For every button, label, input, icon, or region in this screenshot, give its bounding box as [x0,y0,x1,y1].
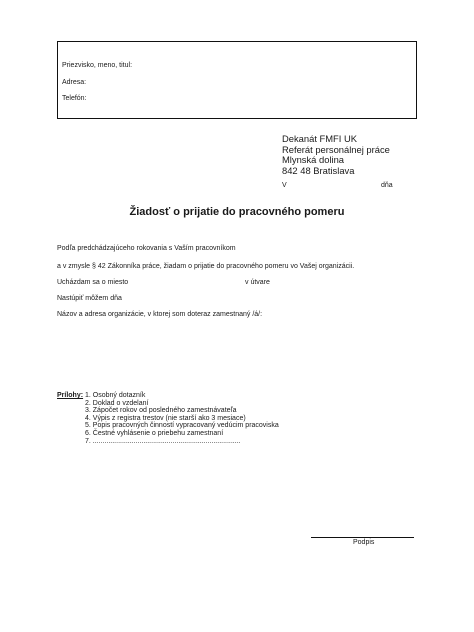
document-title: Žiadosť o prijatie do pracovného pomeru [129,206,345,218]
address-label: Adresa: [62,79,87,86]
signature-label: Podpis [353,539,375,546]
previous-employer-label: Názov a adresa organizácie, v ktorej som doteraz zamestnaný /á/: [57,311,263,318]
attachment-item: 1. Osobný dotazník [85,392,146,399]
signature-line [311,537,414,538]
attachment-item: 5. Popis pracovných činností vypracovaný vedúcim pracoviska [85,422,279,430]
attachment-item: 7. ............................................................................ [85,437,241,445]
recipient-line-3: Mlynská dolina [282,154,345,165]
start-date-label: Nastúpiť môžem dňa [57,295,122,302]
applicant-info-box [57,41,417,119]
body-paragraph-1: Podľa predchádzajúceho rokovania s Vaším pracovníkom [57,245,236,252]
recipient-line-4: 842 48 Bratislava [282,164,355,176]
recipient-line-2: Referát personálnej práce [282,143,390,155]
phone-label: Telefón: [62,95,87,102]
recipient-line-1: Dekanát FMFI UK [282,133,358,144]
attachment-item: 4. Výpis z registra trestov (nie starší ako 3 mesiace) [85,414,246,422]
attachment-item: 6. Čestné vyhlásenie o priebehu zamestnaní [85,429,224,437]
body-paragraph-2: a v zmysle § 42 Zákonníka práce, žiadam o prijatie do pracovného pomeru vo Vašej organizácii. [57,263,355,270]
department-label: v útvare [245,279,270,286]
position-label: Ucházdam sa o miesto [57,279,129,286]
recipient-address [282,134,390,176]
attachment-item: 3. Zápočet rokov od posledného zamestnávateľa [85,407,237,415]
attachment-item: 2. Doklad o vzdelaní [85,399,149,407]
date-day-label: dňa [381,182,393,189]
attachments-label: Prílohy: [57,392,84,399]
name-label: Priezvisko, meno, titul: [62,62,133,69]
attachments-list [85,392,279,445]
date-place-label: V [282,182,287,189]
